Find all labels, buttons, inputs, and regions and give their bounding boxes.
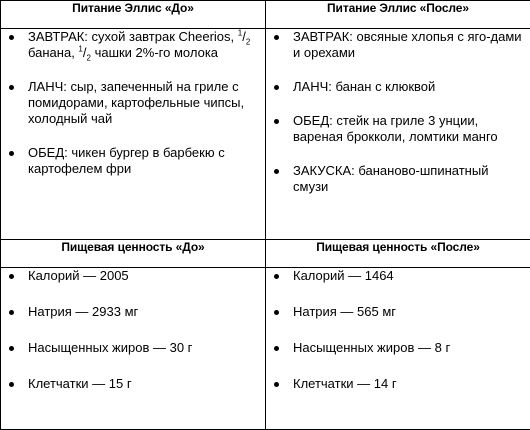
before-meals-header: Питание Эллис «До» — [1, 1, 266, 29]
after-meals-header: Питание Эллис «После» — [266, 1, 530, 29]
meal-label: ЗАВТРАК: — [28, 29, 88, 44]
bullet-icon — [9, 274, 14, 279]
nutrition-value: Натрия — 2933 мг — [28, 304, 139, 319]
list-item — [1, 376, 265, 392]
nutrition-value: Насыщенных жиров — 8 г — [293, 340, 451, 355]
bullet-icon — [274, 35, 279, 40]
bullet-icon — [9, 35, 14, 40]
fraction-denominator: 2 — [86, 53, 91, 63]
after-meals-cell — [266, 29, 530, 240]
bullet-icon — [9, 382, 14, 387]
list-item — [1, 268, 265, 284]
fraction-numerator: 1 — [78, 44, 83, 54]
list-item — [1, 145, 265, 177]
fraction-numerator: 1 — [237, 28, 243, 38]
meal-label: ЛАНЧ: — [293, 79, 332, 94]
bullet-icon — [274, 119, 279, 124]
nutrition-value: Клетчатки — 14 г — [293, 376, 397, 391]
before-nutrition-header: Пищевая ценность «До» — [1, 240, 266, 268]
bullet-icon — [274, 169, 279, 174]
meal-text: стейк на гриле 3 унции, вареная брокколи, ломтики манго — [293, 113, 498, 144]
before-nutrition-list — [1, 268, 265, 392]
before-meals-cell — [1, 29, 266, 240]
nutrition-value: Калорий — 1464 — [293, 268, 394, 283]
meal-label: ЗАКУСКА: — [293, 163, 355, 178]
before-nutrition-cell — [1, 268, 266, 430]
bullet-icon — [9, 151, 14, 156]
before-meals-list — [1, 29, 265, 177]
list-item — [266, 376, 530, 392]
meal-text: чашки 2%-го молока — [90, 45, 219, 60]
bullet-icon — [274, 382, 279, 387]
meal-text: банан с клюквой — [331, 79, 436, 94]
meal-label: ЛАНЧ: — [28, 79, 67, 94]
after-nutrition-list — [266, 268, 530, 392]
after-nutrition-cell — [266, 268, 530, 430]
list-item — [1, 340, 265, 356]
meal-text: сыр, запеченный на гриле с помидорами, картофельные чипсы, холодный чай — [28, 79, 245, 126]
meal-text: овсяные хлопья с яго-дами и орехами — [293, 29, 522, 60]
meal-label: ОБЕД: — [293, 113, 333, 128]
meal-text: бананово-шпинатный смузи — [293, 163, 489, 194]
bullet-icon — [9, 346, 14, 351]
meal-label: ЗАВТРАК: — [293, 29, 353, 44]
list-item — [1, 304, 265, 320]
meal-text: чикен бургер в барбекю с картофелем фри — [28, 145, 225, 176]
bullet-icon — [274, 346, 279, 351]
meal-label: ОБЕД: — [28, 145, 68, 160]
list-item — [266, 304, 530, 320]
bullet-icon — [9, 310, 14, 315]
nutrition-value: Натрия — 565 мг — [293, 304, 397, 319]
fraction-denominator: 2 — [245, 37, 251, 47]
bullet-icon — [274, 85, 279, 90]
nutrition-value: Насыщенных жиров — 30 г — [28, 340, 193, 355]
nutrition-value: Калорий — 2005 — [28, 268, 129, 283]
after-meals-list — [266, 29, 530, 195]
bullet-icon — [274, 310, 279, 315]
list-item — [1, 79, 265, 127]
meal-text: сухой завтрак Cheerios, — [87, 29, 238, 44]
list-item: ЗАВТРАК: сухой завтрак Cheerios, $^1/_2$ банана, $^1/_2$ чашки 2%-го молока — [1, 29, 265, 61]
list-item — [266, 113, 530, 145]
list-item — [266, 268, 530, 284]
list-item — [266, 340, 530, 356]
bullet-icon — [9, 85, 14, 90]
nutrition-value: Клетчатки — 15 г — [28, 376, 132, 391]
after-nutrition-header: Пищевая ценность «После» — [266, 240, 530, 268]
list-item — [266, 29, 530, 61]
list-item — [266, 79, 530, 95]
meal-text: банана, — [28, 45, 79, 60]
bullet-icon — [274, 274, 279, 279]
list-item — [266, 163, 530, 195]
